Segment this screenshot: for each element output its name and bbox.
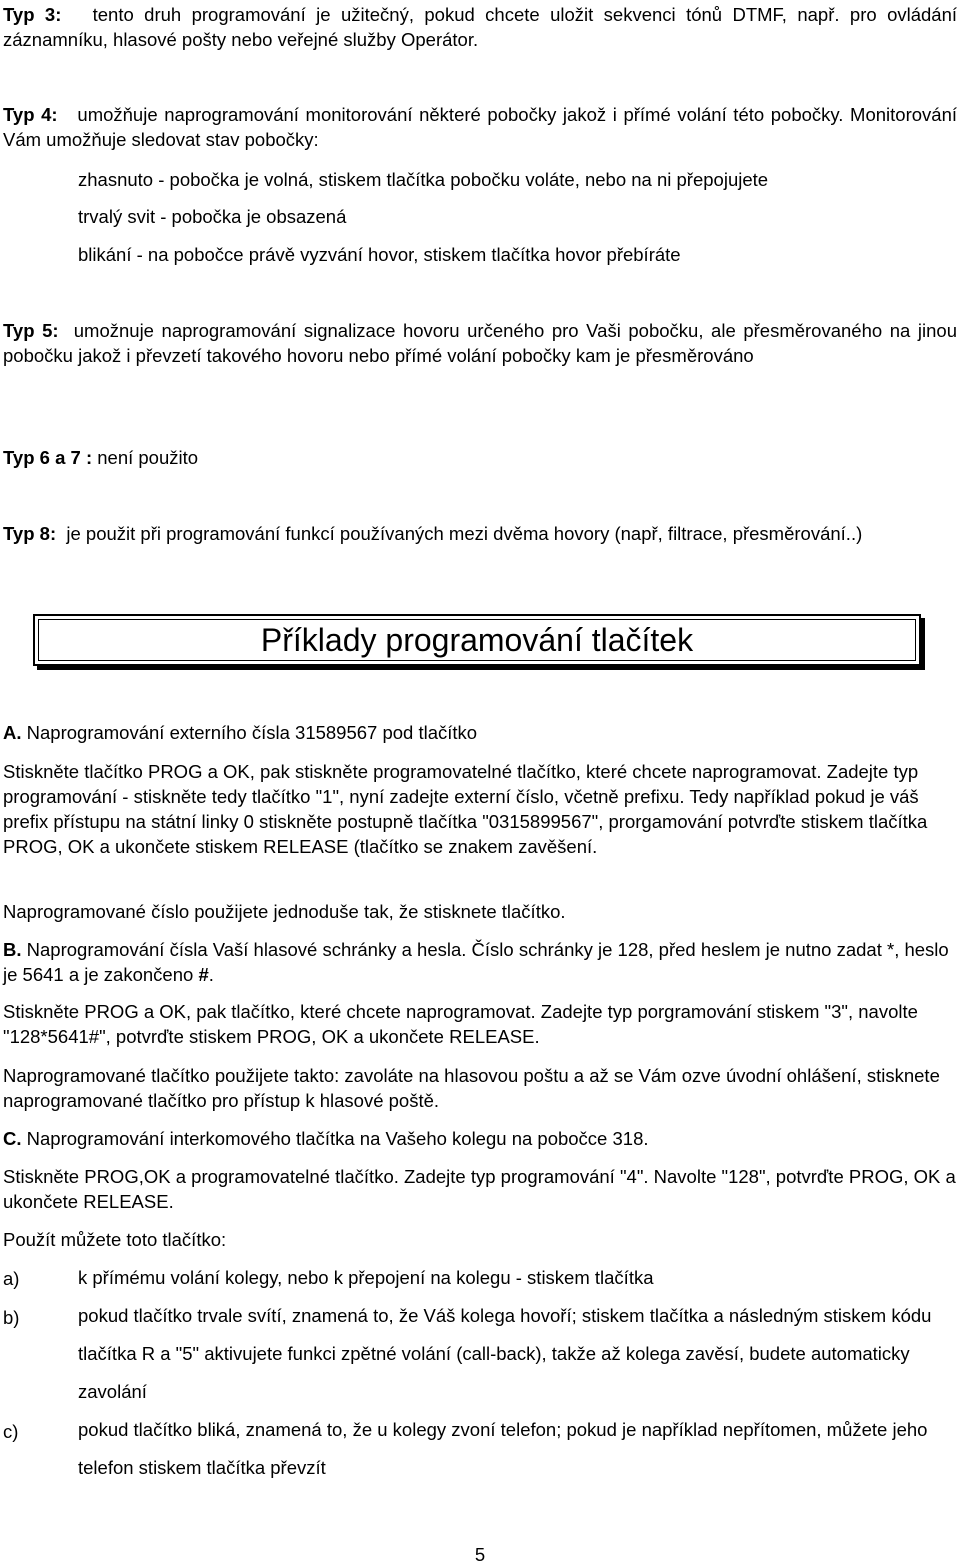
typ5-text: umožnuje naprogramování signalizace hovoru určeného pro Vaši pobočku, ale přesměrovaného na jinou pobočku jakož i převzetí takového hovoru nebo přímé volání pobočky kam je přesměrováno [3, 320, 958, 366]
example-b-label: B. [3, 939, 22, 960]
example-b-heading [3, 937, 957, 987]
typ67-label: Typ 6 a 7 : [3, 447, 93, 468]
example-b-heading-end: . [208, 964, 214, 985]
example-a-heading [3, 720, 957, 745]
example-a-label: A. [3, 722, 22, 743]
example-b-usage: Naprogramované tlačítko použijete takto: zavoláte na hlasovou poštu a až se Vám ozve úvodní ohlášení, stisknete naprogramované tlačítko pro přístup k hlasové poště. [3, 1065, 940, 1111]
typ8-text: je použit při programování funkcí používaných mezi dvěma hovory (např, filtrace, přesměrování..) [66, 523, 863, 544]
example-a-heading-text: Naprogramování externího čísla 31589567 pod tlačítko [26, 722, 478, 743]
typ4-state-on: trvalý svit - pobočka je obsazená [78, 206, 347, 227]
typ5-label: Typ 5: [3, 320, 59, 341]
example-c-instructions: Stiskněte PROG,OK a programovatelné tlačítko. Zadejte typ programování "4". Navolte "128", potvrďte PROG, OK a ukončete RELEASE. [3, 1166, 956, 1212]
section-title: Příklady programování tlačítek [260, 622, 694, 658]
list-item-c-label: c) [3, 1421, 19, 1442]
typ4-paragraph [3, 102, 957, 152]
typ4-text: umožňuje naprogramování monitorování některé pobočky jakož i přímé volání této pobočky. Monitorování Vám umožňuje sledovat stav pobočky: [3, 104, 957, 150]
typ8-label: Typ 8: [3, 523, 57, 544]
example-a-usage: Naprogramované číslo použijete jednoduše tak, že stisknete tlačítko. [3, 901, 566, 922]
typ67-text: není použito [97, 447, 199, 468]
typ3-paragraph [3, 2, 957, 52]
list-item-c-text: pokud tlačítko bliká, znamená to, že u kolegy zvoní telefon; pokud je například nepřítomen, můžete jeho telefon stiskem tlačítka převzít [78, 1419, 928, 1478]
example-b-hash: # [198, 964, 209, 985]
example-c-use-intro: Použít můžete toto tlačítko: [3, 1229, 227, 1250]
example-c-heading-text: Naprogramování interkomového tlačítka na Vašeho kolegu na pobočce 318. [26, 1128, 649, 1149]
list-item-a-text: k přímému volání kolegy, nebo k přepojení na kolegu - stiskem tlačítka [78, 1267, 654, 1288]
list-item-b-label: b) [3, 1307, 20, 1328]
typ8-paragraph [3, 521, 957, 546]
example-b-instructions: Stiskněte PROG a OK, pak tlačítko, které chcete naprogramovat. Zadejte typ porgramování stiskem "3", navolte "128*5641#", potvrďte stiskem PROG, OK a ukončete RELEASE. [3, 1001, 918, 1047]
typ4-state-off: zhasnuto - pobočka je volná, stiskem tlačítka pobočku voláte, nebo na ni přepojujete [78, 169, 769, 190]
typ4-state-blink: blikání - na pobočce právě vyzvání hovor, stiskem tlačítka hovor přebíráte [78, 244, 681, 265]
typ67-paragraph [3, 445, 957, 470]
typ4-label: Typ 4: [3, 104, 58, 125]
typ3-text: tento druh programování je užitečný, pokud chcete uložit sekvenci tónů DTMF, např. pro ovládání záznamníku, hlasové pošty nebo veřejné služby Operátor. [3, 4, 958, 50]
list-item-b-text: pokud tlačítko trvale svítí, znamená to, že Váš kolega hovoří; stiskem tlačítka a následným stiskem kódu tlačítka R a "5" aktivujete funkci zpětné volání (call-back), takže až kolega zavěsí, budete automaticky zavolání [78, 1305, 932, 1402]
list-item-a-label: a) [3, 1268, 20, 1289]
example-c-label: C. [3, 1128, 22, 1149]
typ3-label: Typ 3: [3, 4, 62, 25]
example-c-heading [3, 1126, 957, 1151]
page-number: 5 [474, 1544, 486, 1565]
typ5-paragraph [3, 318, 957, 368]
section-title-box [33, 614, 921, 666]
example-a-instructions: Stiskněte tlačítko PROG a OK, pak stiskněte programovatelné tlačítko, které chcete naprogramovat. Zadejte typ programování - stiskněte tedy tlačítko "1", nyní zadejte externí číslo, včetně prefixu. Tedy například pokud je váš prefix přístupu na státní linky 0 stiskněte postupně tlačítka "0315899567", prorgamování potvrďte stiskem tlačítka PROG, OK a ukončete stiskem RELEASE (tlačítko se znakem zavěšení. [3, 761, 928, 857]
example-b-heading-text: Naprogramování čísla Vaší hlasové schránky a hesla. Číslo schránky je 128, před heslem je nutno zadat *, heslo je 5641 a je zakončeno [3, 939, 949, 985]
